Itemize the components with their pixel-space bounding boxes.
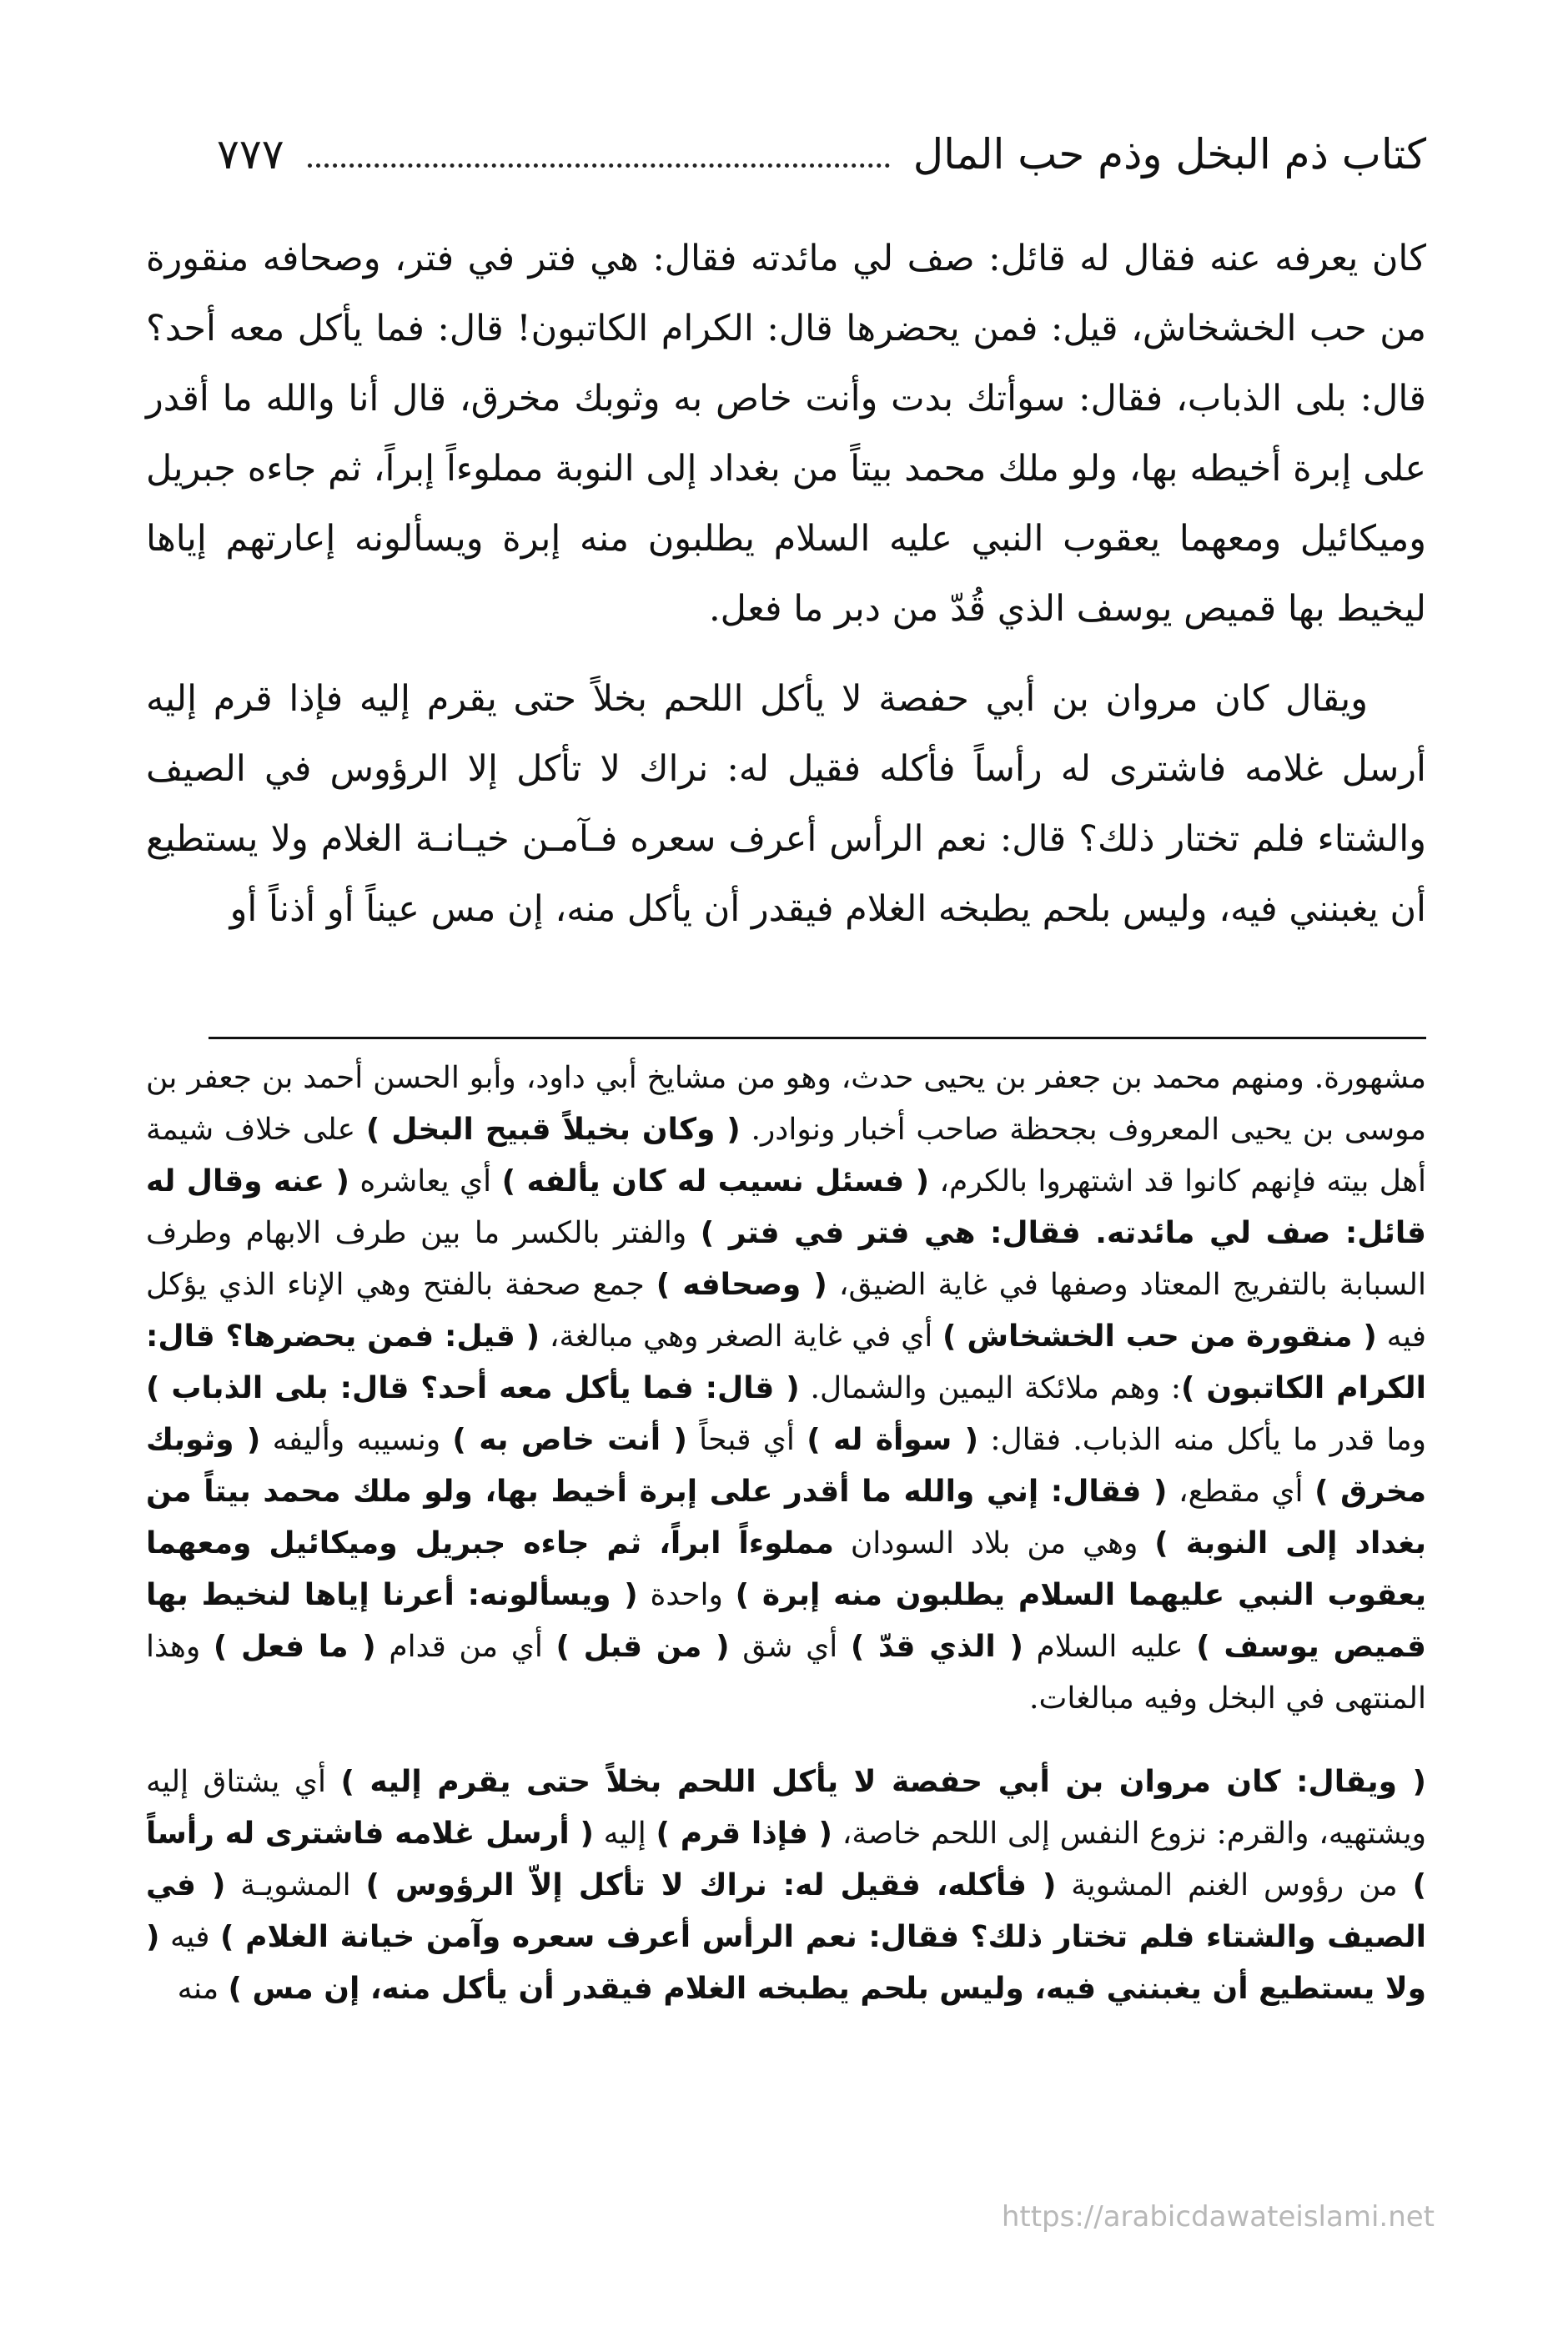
footnote-separator [209,1037,1426,1039]
commentary-quote: ( فسئل نسيب له كان يألفه ) [501,1164,930,1199]
commentary-quote: ( فقال: إني والله ما أقدر على إبرة أخيط بها، ولو ملك محمد بيتاً من بغداد إلى النوبة ) [146,1475,1426,1561]
commentary-quote: ( ولا يستطيع أن يغبنني فيه، وليس بلحم يطبخه الغلام فيقدر أن يأكل منه، إن مس ) [146,1920,1426,2006]
commentary-text: وهذا المنتهى في البخل وفيه مبالغات. [146,1630,1426,1716]
commentary-text: والفتر بالكسر ما بين طرف الابهام وطرف السبابة بالتفريج المعتاد وصفها في غاية الضيق، [146,1216,1426,1302]
commentary-text: ونسيبه وأليفه [260,1423,453,1457]
commentary-text: وما قدر ما يأكل منه الذباب. فقال: [978,1423,1427,1457]
commentary-text: أي مقطع، [1167,1475,1315,1509]
commentary-quote: ( منقورة من حب الخشخاش ) [942,1319,1377,1354]
commentary-quote: ( سوأة له ) [807,1423,979,1457]
commentary-quote: ( في الصيف والشتاء فلم تختار ذلك؟ فقال: نعم الرأس أعرف سعره وآمن خيانة الغلام ) [146,1868,1427,1954]
commentary-text: وهي من بلاد السودان [833,1526,1155,1561]
header-title: كتاب ذم البخل وذم حب المال [912,130,1426,178]
commentary-text: منه [177,1972,229,2006]
commentary-text: أي يشتاق إليه ويشتهيه، والقرم: نزوع النفس إلى اللحم خاصة، [146,1765,1426,1851]
commentary-text: أي في غاية الصغر وهي مبالغة، [540,1319,943,1354]
watermark-url: https://arabicdawateislami.net [1001,2200,1435,2234]
commentary-text: على خلاف شيمة أهل بيته فإنهم كانوا قد اشتهروا بالكرم، [146,1113,1426,1199]
commentary-quote: ( ما فعل ) [213,1630,376,1664]
commentary-text: إليه [593,1817,656,1851]
commentary-text: واحدة [637,1578,736,1612]
commentary-quote: مملوءاً ابراً، ثم جاءه جبريل وميكائيل ومعهما يعقوب النبي عليهما السلام يطلبون منه إبرة ) [146,1526,1426,1612]
commentary-quote: ( قال: فما يأكل معه أحد؟ قال: بلى الذباب ) [146,1371,800,1405]
commentary-quote: ( فأكله، فقيل له: نراك لا تأكل إلاّ الرؤوس ) [365,1868,1057,1902]
commentary-text: جمع صحفة بالفتح وهي الإناء الذي يؤكل فيه [146,1268,1427,1354]
commentary-quote: ( من قبل ) [555,1630,730,1664]
commentary-text: أي شق [729,1630,851,1664]
commentary-quote: ( قيل: فمن يحضرها؟ قال: الكرام الكاتبون ) [146,1319,1426,1405]
commentary-quote: ( أنت خاص به ) [452,1423,687,1457]
commentary-text: من رؤوس الغنم المشوية [1056,1868,1413,1902]
commentary-text: عليه السلام [1023,1630,1197,1664]
commentary-text: أي قبحاً [686,1423,807,1457]
commentary-text: فيه [159,1920,220,1954]
commentary-paragraph-2 [146,1757,1426,2015]
commentary-quote: ( فإذا قرم ) [656,1817,833,1851]
running-header [217,117,1426,192]
commentary-quote: ( وثوبك مخرق ) [146,1423,1426,1509]
main-paragraph-1: كان يعرفه عنه فقال له قائل: صف لي مائدته فقال: هي فتر في فتر، وصحافه منقورة من حب الخشخاش، قيل: فمن يحضرها قال: الكرام الكاتبون! قال: فما يأكل معه أحد؟ قال: بلى الذباب، فقال: سوأتك بدت وأنت خاص به وثوبك مخرق، قال أنا والله ما أقدر على إبرة أخيطه بها، ولو ملك محمد بيتاً من بغداد إلى النوبة مملوءاً إبراً، ثم جاءه جبريل وميكائيل ومعهما يعقوب النبي عليه السلام يطلبون منه إبرة ويسألونه إعارتهم إياها ليخيط بها قميص يوسف الذي قُدّ من دبر ما فعل. [146,238,1426,630]
commentary-quote: ( وكان بخيلاً قبيح البخل ) [365,1113,741,1147]
commentary-quote: ( ويسألونه: أعرنا إياها لنخيط بها قميص يوسف ) [146,1578,1426,1664]
commentary-quote: ( ويقال: كان مروان بن أبي حفصة لا يأكل اللحم بخلاً حتى يقرم إليه ) [340,1765,1426,1799]
commentary-paragraph-1 [146,1053,1426,1725]
main-paragraph-2: ويقال كان مروان بن أبي حفصة لا يأكل اللحم بخلاً حتى يقرم إليه فإذا قرم إليه أرسل غلامه فاشترى له رأساً فأكله فقيل له: نراك لا تأكل إلا الرؤوس في الصيف والشتاء فلم تختار ذلك؟ قال: نعم الرأس أعرف سعره فـآمـن خيـانـة الغلام ولا يستطيع أن يغبنني فيه، وليس بلحم يطبخه الغلام فيقدر أن يأكل منه، إن مس عيناً أو أذناً أو [146,678,1426,930]
commentary-quote: ( عنه وقال له قائل: صف لي مائدته. فقال: هي فتر في فتر ) [146,1164,1427,1250]
main-text [146,224,1426,944]
commentary-text: المشويـة [225,1868,366,1902]
commentary-quote: ( أرسل غلامه فاشترى له رأساً ) [146,1817,1427,1902]
header-dot-leader [308,163,890,168]
commentary-text: أي من قدام [375,1630,556,1664]
commentary-quote: ( وصحافه ) [656,1268,827,1302]
commentary-text: أي يعاشره [349,1164,502,1199]
page-number: ٧٧٧ [217,130,284,178]
commentary [146,1053,1426,2015]
commentary-quote: ( الذي قدّ ) [850,1630,1023,1664]
commentary-text: مشهورة. ومنهم محمد بن جعفر بن يحيى حدث، وهو من مشايخ أبي داود، وأبو الحسن أحمد بن جعفر بن موسى بن يحيى المعروف بجحظة صاحب أخبار ونوادر. [146,1061,1426,1147]
commentary-text: : وهم ملائكة اليمين والشمال. [799,1371,1181,1405]
